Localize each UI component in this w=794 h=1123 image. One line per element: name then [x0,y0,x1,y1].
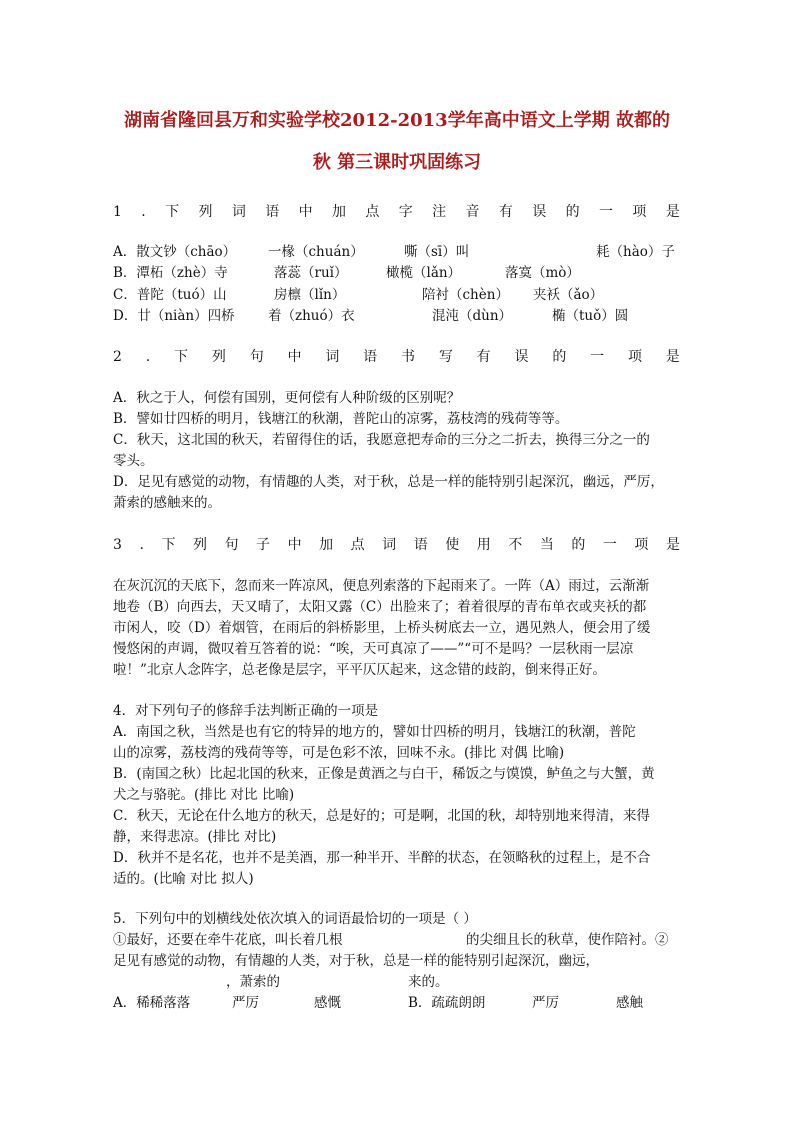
q2-option-d-line-1: D．足见有感觉的动物，有情趣的人类，对于秋，总是一样的能特别引起深沉，幽远，严厉， [113,474,664,490]
q2-option-c-line-1: C．秋天，这北国的秋天，若留得住的话，我愿意把寿命的三分之二折去，换得三分之一的 [113,432,650,448]
q4-line-2: 山的凉雾，荔枝湾的残荷等等，可是色彩不浓，回味不永。(排比 对偶 比喻) [113,745,565,761]
title-line-2: 秋 第三课时巩固练习 [312,152,482,173]
q4-line-8: 适的。(比喻 对比 拟人) [113,871,254,887]
q2-option-a: A．秋之于人，何偿有国别，更何偿有人种阶级的区别呢？ [113,390,461,406]
q5-line-1-part-2: 的尖细且长的秋草，使作陪衬。② [466,932,669,948]
q3-passage-line-2: 地卷（B）向西去，天又晴了，太阳又露（C）出脸来了；着着很厚的青布单衣或夹袄的都 [113,599,647,615]
q3-stem: 3 . 下 列 句 子 中 加 点 词 语 使 用 不 当 的 一 项 是 [113,537,680,553]
q2-option-c-line-2: 零头。 [113,453,154,469]
q4-line-3: B．(南国之秋）比起北国的秋来，正像是黄酒之与白干，稀饭之与馍馍，鲈鱼之与大蟹，黄 [113,766,655,782]
q5-line-1-part-1: ①最好，还要在牵牛花底，叫长着几根 [113,932,343,948]
q4-line-7: D．秋并不是名花，也并不是美酒，那一种半开、半醉的状态，在领略秋的过程上，是不合 [113,850,651,866]
q5-line-3-part-2: 来的。 [408,974,449,990]
q4-line-4: 犬之与骆驼。(排比 对比 比喻) [113,787,295,803]
q5-line-3-part-1: ，萧索的 [226,974,280,990]
q5-stem: 5．下列句中的划横线处依次填入的词语最恰切的一项是（ ） [113,911,477,927]
q4-line-1: A．南国之秋，当然是也有它的特异的地方的，譬如廿四桥的明月，钱塘江的秋潮，普陀 [113,724,636,740]
document-page: 湖南省隆回县万和实验学校2012-2013学年高中语文上学期 故都的 秋 第三课时巩固练习 1 . 下 列 词 语 中 加 点 字 注 音 有 误 的 一 项 是 A．散文钞（chāo） 一椽（chuán） 嘶（sī）叫 耗（hào）子 B．潭柘（zhè）寺 落蕊（ruǐ） 橄榄（lǎn） 落寞（mò） C．普陀（tuó）山 房檩（lǐn） 陪衬（chèn） 夹袄（ǎo） D．廿（niàn）四桥 着（zhuó）衣 混沌（dùn） 椭（tuǒ）圆 2 . 下 列 句 中 词 语 书 写 有 误 的 一 项 是 A．秋之于人，何偿有国别，更何偿有人种阶级的区别呢？ B．譬如廿四桥的明月，钱塘江的秋潮，普陀山的凉雾，荔枝湾的残荷等等。 C．秋天，这北国的秋天，若留得住的话，我愿意把寿命的三分之二折去，换得三分之一的 零头。 D．足见有感觉的动物，有情趣的人类，对于秋，总是一样的能特别引起深沉，幽远，严厉， 萧索的感触来的。 3 . 下 列 句 子 中 加 点 词 语 使 用 不 当 的 一 项 是 在灰沉沉的天底下，忽而来一阵凉风，便息列索落的下起雨来了。一阵（A）雨过，云渐渐 地卷（B）向西去，天又晴了，太阳又露（C）出脸来了；着着很厚的青布单衣或夹袄的都 市闲人，咬（D）着烟管，在雨后的斜桥影里，上桥头树底去一立，遇见熟人，便会用了缓 慢悠闲的声调，微叹着互答着的说：“唉，天可真凉了——”“可不是吗？一层秋雨一层凉 啦！”北京人念阵字，总老像是层字，平平仄仄起来，这念错的歧韵，倒来得正好。 4．对下列句子的修辞手法判断正确的一项是 A．南国之秋，当然是也有它的特异的地方的，譬如廿四桥的明月，钱塘江的秋潮，普陀 山的凉雾，荔枝湾的残荷等等，可是色彩不浓，回味不永。(排比 对偶 比喻) B．(南国之秋）比起北国的秋来，正像是黄酒之与白干，稀饭之与馍馍，鲈鱼之与大蟹，黄 犬之与骆驼。(排比 对比 比喻) C．秋天，无论在什么地方的秋天，总是好的；可是啊，北国的秋，却特别地来得清，来得 静，来得悲凉。(排比 对比) D．秋并不是名花，也并不是美酒，那一种半开、半醉的状态，在领略秋的过程上，是不合 适的。(比喻 对比 拟人) 5．下列句中的划横线处依次填入的词语最恰切的一项是（ ） ①最好，还要在牵牛花底，叫长着几根 的尖细且长的秋草，使作陪衬。② 足见有感觉的动物，有情趣的人类，对于秋，总是一样的能特别引起深沉，幽远， ，萧索的 来的。 A．稀稀落落 严厉 感慨 B．疏疏朗朗 严厉 感触 [0,0,794,1123]
q3-passage-line-4: 慢悠闲的声调，微叹着互答着的说：“唉，天可真凉了——”“可不是吗？一层秋雨一层凉 [113,641,634,657]
title-line-1: 湖南省隆回县万和实验学校2012-2013学年高中语文上学期 故都的 [124,110,670,131]
q2-stem: 2 . 下 列 句 中 词 语 书 写 有 误 的 一 项 是 [113,349,680,365]
q3-passage-line-3: 市闲人，咬（D）着烟管，在雨后的斜桥影里，上桥头树底去一立，遇见熟人，便会用了缓 [113,620,651,636]
q5-line-2: 足见有感觉的动物，有情趣的人类，对于秋，总是一样的能特别引起深沉，幽远， [113,953,599,969]
q4-line-6: 静，来得悲凉。(排比 对比) [113,829,277,845]
q4-line-5: C．秋天，无论在什么地方的秋天，总是好的；可是啊，北国的秋，却特别地来得清，来得 [113,808,650,824]
q2-option-d-line-2: 萧索的感触来的。 [113,495,221,511]
q2-option-b: B．譬如廿四桥的明月，钱塘江的秋潮，普陀山的凉雾，荔枝湾的残荷等等。 [113,411,569,427]
q3-passage-line-1: 在灰沉沉的天底下，忽而来一阵凉风，便息列索落的下起雨来了。一阵（A）雨过，云渐渐 [113,578,650,594]
q4-stem: 4．对下列句子的修辞手法判断正确的一项是 [113,703,379,719]
q1-stem: 1 . 下 列 词 语 中 加 点 字 注 音 有 误 的 一 项 是 [113,204,680,220]
q3-passage-line-5: 啦！”北京人念阵字，总老像是层字，平平仄仄起来，这念错的歧韵，倒来得正好。 [113,662,606,678]
